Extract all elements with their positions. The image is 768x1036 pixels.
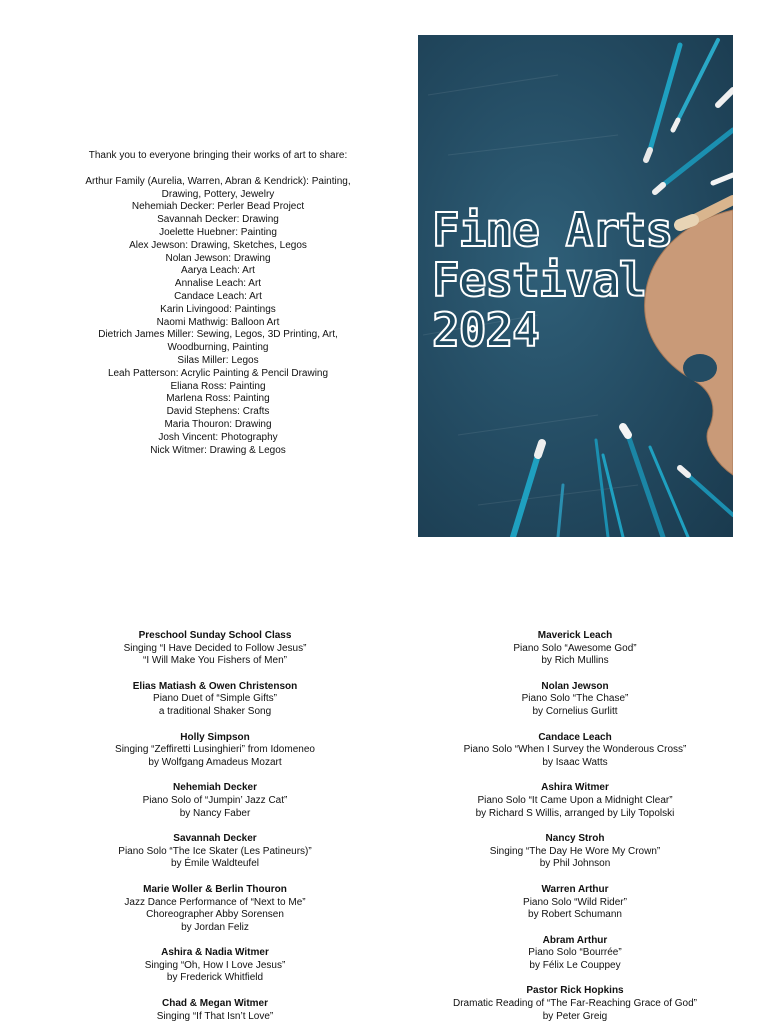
act-detail: Jazz Dance Performance of “Next to Me”	[124, 896, 306, 908]
program-column-right	[420, 630, 730, 1036]
artist-line: Marlena Ross: Painting	[166, 393, 270, 405]
artist-line: Nick Witmer: Drawing & Legos	[150, 444, 286, 456]
performer-name: Ashira & Nadia Witmer	[161, 947, 269, 959]
act-detail: Piano Solo “When I Survey the Wonderous Cross”	[463, 744, 687, 756]
program-column-left	[60, 630, 370, 1036]
program-act	[60, 630, 370, 668]
act-detail: Piano Solo “The Ice Skater (Les Patineurs)”	[118, 845, 312, 857]
act-detail: by Nancy Faber	[179, 807, 251, 819]
program-act	[60, 782, 370, 820]
performer-name: Nehemiah Decker	[173, 782, 257, 794]
act-detail: Singing “Zeffiretti Lusinghieri” from Idomeneo	[115, 744, 315, 756]
act-detail: Singing “Oh, How I Love Jesus”	[144, 959, 286, 971]
artist-line: Woodburning, Painting	[167, 342, 269, 354]
program-act	[420, 732, 730, 770]
act-detail: Dramatic Reading of “The Far-Reaching Grace of God”	[453, 998, 697, 1010]
performer-name: Preschool Sunday School Class	[138, 630, 292, 641]
artist-line: Dietrich James Miller: Sewing, Legos, 3D Printing, Art,	[98, 329, 338, 341]
artist-line: Aarya Leach: Art	[181, 265, 255, 277]
act-detail: by Jordan Feliz	[181, 921, 249, 933]
act-detail: by Isaac Watts	[542, 756, 608, 768]
performer-name: Maverick Leach	[537, 630, 613, 641]
act-detail: by Émile Waldteufel	[171, 858, 259, 870]
title-line: Festival	[432, 253, 646, 307]
program-act	[60, 732, 370, 770]
artist-line: Arthur Family (Aurelia, Warren, Abran & Kendrick): Painting,	[85, 175, 351, 187]
act-detail: by Rich Mullins	[541, 655, 609, 667]
act-detail: Piano Duet of “Simple Gifts”	[153, 693, 277, 705]
act-detail: Piano Solo “Wild Rider”	[523, 896, 627, 908]
program-act	[420, 782, 730, 820]
thanks-heading: Thank you to everyone bringing their works of art to share:	[88, 150, 348, 161]
title-line: Fine Arts	[432, 203, 673, 257]
act-detail: by Robert Schumann	[528, 909, 622, 921]
artist-line: Leah Patterson: Acrylic Painting & Pencil Drawing	[107, 367, 329, 379]
act-detail: by Phil Johnson	[539, 858, 611, 870]
performer-name: Warren Arthur	[541, 883, 609, 895]
artist-line: Nolan Jewson: Drawing	[165, 252, 271, 264]
artist-line: Karin Livingood: Paintings	[160, 303, 276, 315]
artist-line: Annalise Leach: Art	[174, 278, 262, 290]
act-detail: by Cornelius Gurlitt	[532, 705, 618, 717]
palette-thumb-hole	[683, 354, 717, 382]
artist-line: Nehemiah Decker: Perler Bead Project	[131, 201, 305, 213]
act-detail: by Wolfgang Amadeus Mozart	[148, 756, 282, 768]
artist-list	[22, 176, 414, 458]
performer-name: Savannah Decker	[173, 833, 257, 845]
program-act	[60, 833, 370, 871]
artist-line: Josh Vincent: Photography	[158, 431, 278, 443]
performer-name: Ashira Witmer	[541, 782, 609, 794]
program-act	[420, 681, 730, 719]
performer-name: Pastor Rick Hopkins	[526, 985, 624, 997]
artist-line: Eliana Ross: Painting	[170, 380, 266, 392]
program-act	[420, 630, 730, 668]
artist-line: Alex Jewson: Drawing, Sketches, Legos	[129, 239, 307, 251]
program-act	[60, 998, 370, 1023]
act-detail: by Peter Greig	[542, 1010, 608, 1022]
program-act	[60, 884, 370, 934]
program-act	[420, 833, 730, 871]
performer-name: Elias Matiash & Owen Christenson	[132, 680, 298, 692]
program-act	[60, 947, 370, 985]
act-detail: by Félix Le Couppey	[529, 959, 621, 971]
act-detail: “I Will Make You Fishers of Men”	[143, 655, 287, 667]
festival-cover	[418, 35, 733, 537]
act-detail: a traditional Shaker Song	[158, 705, 272, 717]
performer-name: Chad & Megan Witmer	[161, 998, 269, 1010]
artist-line: Silas Miller: Legos	[177, 354, 259, 366]
program-act	[420, 884, 730, 922]
artist-line: Joelette Huebner: Painting	[159, 226, 277, 238]
act-detail: Piano Solo “It Came Upon a Midnight Clear”	[477, 794, 673, 806]
performer-name: Nolan Jewson	[541, 680, 609, 692]
act-detail: Choreographer Abby Sorensen	[146, 909, 284, 921]
artist-line: Maria Thouron: Drawing	[164, 418, 272, 430]
act-detail: Piano Solo “Awesome God”	[513, 642, 637, 654]
performer-name: Nancy Stroh	[545, 833, 605, 845]
performer-name: Candace Leach	[538, 731, 612, 743]
act-detail: Piano Solo “Bourrée”	[528, 947, 622, 959]
artist-line: Drawing, Pottery, Jewelry	[161, 188, 275, 200]
artist-line: David Stephens: Crafts	[166, 406, 270, 418]
performer-name: Holly Simpson	[180, 731, 250, 743]
artist-line: Naomi Mathwig: Balloon Art	[156, 316, 280, 328]
program-act	[60, 681, 370, 719]
performer-name: Marie Woller & Berlin Thouron	[143, 883, 287, 895]
act-detail: Singing “If That Isn’t Love”	[156, 1010, 274, 1022]
act-detail: Piano Solo of “Jumpin’ Jazz Cat”	[142, 794, 288, 806]
act-detail: by Frederick Whitfield	[166, 972, 264, 984]
festival-title	[432, 205, 712, 355]
art-thanks-section	[22, 150, 414, 457]
act-detail: Singing “The Day He Wore My Crown”	[489, 845, 661, 857]
program-act	[420, 985, 730, 1023]
act-detail: Singing “I Have Decided to Follow Jesus”	[123, 642, 307, 654]
act-detail: Piano Solo “The Chase”	[521, 693, 629, 705]
act-detail: by Richard S Willis, arranged by Lily Topolski	[475, 807, 675, 819]
artist-line: Savannah Decker: Drawing	[157, 214, 279, 226]
artist-line: Candace Leach: Art	[174, 290, 262, 302]
program-act	[420, 935, 730, 973]
title-line: 2024	[432, 303, 539, 357]
performer-name: Abram Arthur	[542, 934, 608, 946]
